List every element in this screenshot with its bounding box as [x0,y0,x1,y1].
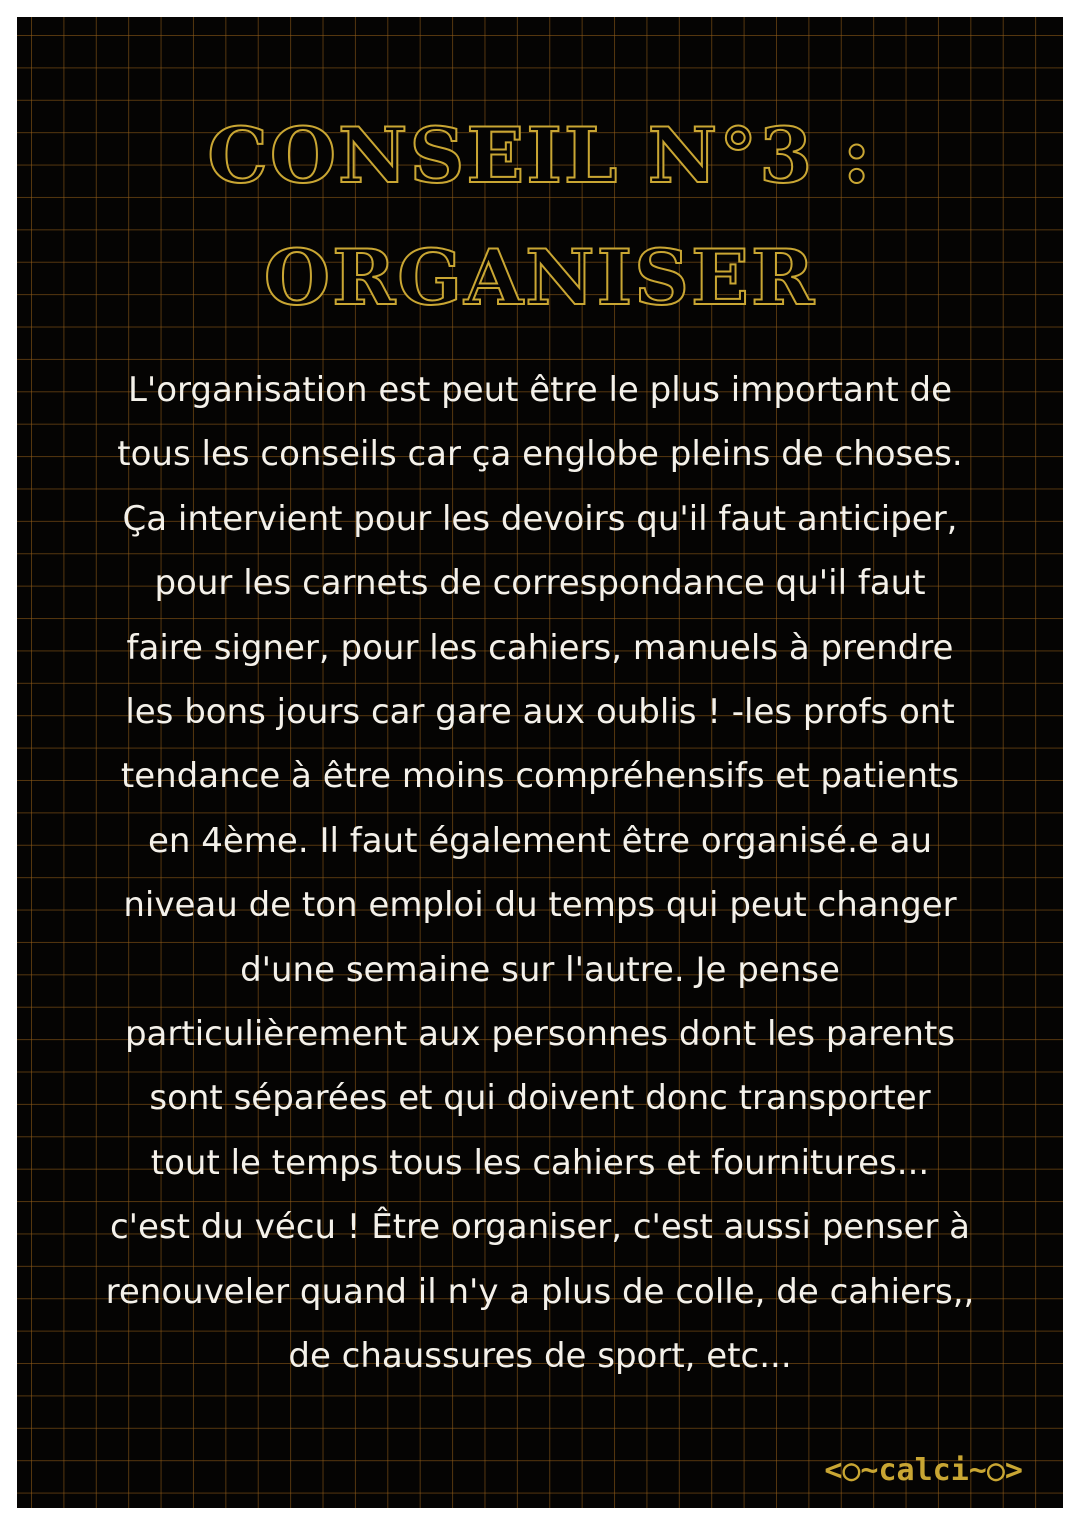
body-line: les bons jours car gare aux oublis ! -les profs ont [125,692,955,733]
body-line: d'une semaine sur l'autre. Je pense [240,949,840,990]
body-line: niveau de ton emploi du temps qui peut changer [123,885,957,926]
body-paragraph [55,358,1025,1389]
title-line-1: CONSEIL N°3 : [207,111,873,200]
body-line: faire signer, pour les cahiers, manuels à prendre [126,627,954,668]
body-line: particulièrement aux personnes dont les parents [124,1014,956,1055]
document-page [17,17,1063,1508]
body-line: en 4ème. Il faut également être organisé.e au [147,820,933,861]
page-title [17,95,1063,339]
body-line: tendance à être moins compréhensifs et patients [120,756,960,797]
body-line: c'est du vécu ! Être organiser, c'est aussi penser à [109,1207,971,1248]
title-line-2: ORGANISER [263,233,817,322]
body-line: renouveler quand il n'y a plus de colle, de cahiers,, [105,1271,975,1312]
body-line: pour les carnets de correspondance qu'il faut [154,563,926,604]
body-line: de chaussures de sport, etc... [288,1336,792,1377]
body-line: sont séparées et qui doivent donc transporter [149,1078,931,1119]
body-line: L'organisation est peut être le plus important de [127,370,953,410]
author-signature: <○~calci~○> [824,1453,1023,1488]
body-line: tous les conseils car ça englobe pleins de choses. [117,434,963,475]
body-line: tout le temps tous les cahiers et fournitures... [150,1142,930,1183]
body-line: Ça intervient pour les devoirs qu'il faut anticiper, [122,498,958,539]
